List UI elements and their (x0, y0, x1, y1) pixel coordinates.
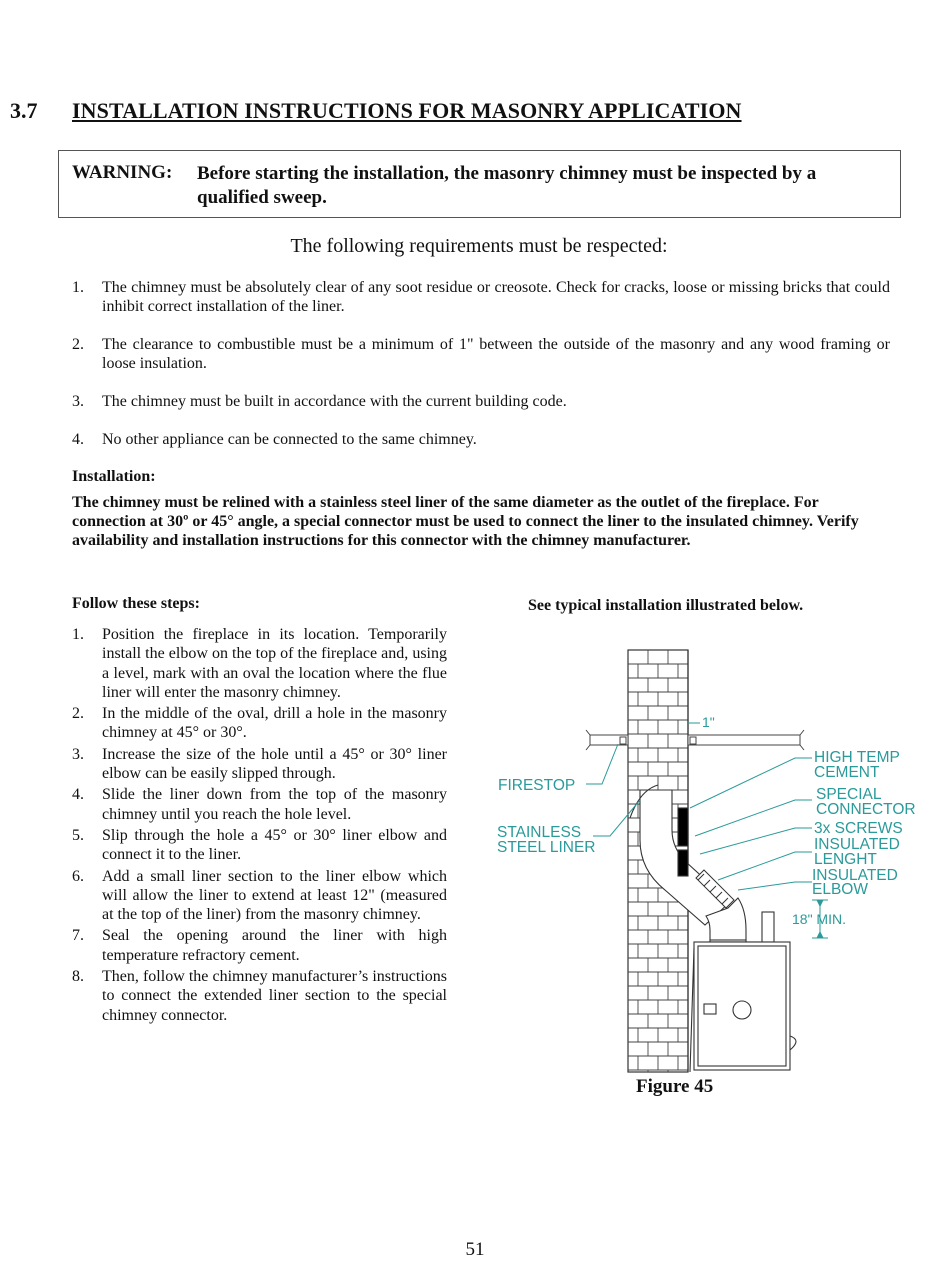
warning-text: Before starting the installation, the masonry chimney must be inspected by a qualified sweep. (197, 163, 817, 208)
warning-box (58, 150, 901, 218)
requirement-text: The chimney must be absolutely clear of any soot residue or creosote. Check for cracks, loose or missing bricks that could inhibit correct installation of the liner. (102, 279, 890, 315)
step-text: Add a small liner section to the liner elbow which will allow the liner to extend at least 12" (measured at the top of the liner) from the masonry chimney. (102, 867, 447, 924)
step-text: Seal the opening around the liner with high temperature refractory cement. (102, 927, 447, 964)
special-connector-label: SPECIAL (816, 786, 882, 803)
screws-label: 3x SCREWS (814, 820, 903, 837)
step-number: 7. (72, 927, 84, 945)
figure-intro: See typical installation illustrated below. (528, 597, 804, 614)
step-text: Then, follow the chimney manufacturer’s instructions to connect the extended liner section to the special chimney connector. (102, 968, 447, 1024)
step-number: 2. (72, 705, 84, 723)
figure-caption: Figure 45 (636, 1076, 714, 1097)
section-title: INSTALLATION INSTRUCTIONS FOR MASONRY APPLICATION (72, 98, 742, 123)
requirement-number: 2. (72, 336, 84, 353)
step-item (72, 785, 447, 824)
requirements-intro: The following requirements must be respected: (290, 235, 668, 257)
requirement-number: 3. (72, 393, 84, 410)
step-text: Slide the liner down from the top of the masonry chimney until you reach the hole level. (102, 786, 447, 823)
requirement-text: The clearance to combustible must be a minimum of 1" between the outside of the masonry and any wood framing or loose insulation. (102, 336, 890, 372)
stainless-liner-label-2: STEEL LINER (497, 839, 596, 856)
ceiling-framing (586, 730, 804, 750)
clearance-label: 1" (702, 714, 715, 730)
step-item (72, 625, 447, 702)
step-number: 4. (72, 786, 84, 804)
requirement-text: The chimney must be built in accordance with the current building code. (102, 393, 567, 410)
step-text: In the middle of the oval, drill a hole in the masonry chimney at 45° or 30°. (102, 705, 447, 742)
requirement-number: 1. (72, 279, 84, 296)
stainless-liner-label: STAINLESS (497, 824, 582, 841)
insulated-elbow-label: INSULATED (812, 867, 898, 884)
clearance-dimension (688, 714, 715, 730)
step-item (72, 704, 447, 743)
step-number: 6. (72, 867, 84, 885)
step-text: Position the fireplace in its location. Temporarily install the elbow on the top of the fireplace and, using a level, mark with an oval the location where the flue liner will enter the masonry chimney. (102, 626, 447, 701)
min-height-label: 18" MIN. (792, 911, 846, 927)
steps-heading: Follow these steps: (72, 595, 200, 612)
step-item (72, 745, 447, 784)
step-text: Slip through the hole a 45° or 30° liner elbow and connect it to the liner. (102, 826, 447, 864)
requirement-item (72, 392, 890, 411)
requirements-list (72, 278, 890, 468)
requirement-text: No other appliance can be connected to the same chimney. (102, 431, 477, 448)
step-number: 3. (72, 745, 84, 763)
installation-text: The chimney must be relined with a stainless steel liner of the same diameter as the outlet of the fireplace. For connection at 30º or 45° angle, a special connector must be used to connect the liner to the insulated chimney. Verify availability and installation instructions for this connector with the chimney manufacturer. (72, 494, 859, 549)
step-number: 5. (72, 826, 84, 844)
requirement-number: 4. (72, 431, 84, 448)
step-item (72, 926, 447, 965)
high-temp-cement-label: HIGH TEMP (814, 749, 900, 766)
step-item (72, 826, 447, 865)
high-temp-cement-label-2: CEMENT (814, 764, 880, 781)
installation-diagram (490, 640, 930, 1075)
firestop-label: FIRESTOP (498, 777, 576, 794)
section-number: 3.7 (10, 98, 38, 123)
insulated-length-label: INSULATED (814, 836, 900, 853)
step-text: Increase the size of the hole until a 45° or 30° liner elbow can be easily slipped through. (102, 745, 447, 783)
steps-list (72, 625, 447, 1027)
insulated-length-label-2: LENGHT (814, 851, 877, 868)
requirement-item (72, 430, 890, 449)
callout-leaders (586, 744, 812, 890)
warning-label: WARNING: (72, 162, 173, 183)
requirement-item (72, 278, 890, 316)
page-number: 51 (465, 1239, 485, 1260)
step-item (72, 867, 447, 925)
special-connector-label-2: CONNECTOR (816, 801, 916, 818)
requirement-item (72, 335, 890, 373)
installation-heading: Installation: (72, 468, 156, 485)
step-number: 8. (72, 968, 84, 986)
step-number: 1. (72, 626, 84, 643)
insulated-elbow-label-2: ELBOW (812, 881, 868, 898)
step-item (72, 967, 447, 1025)
